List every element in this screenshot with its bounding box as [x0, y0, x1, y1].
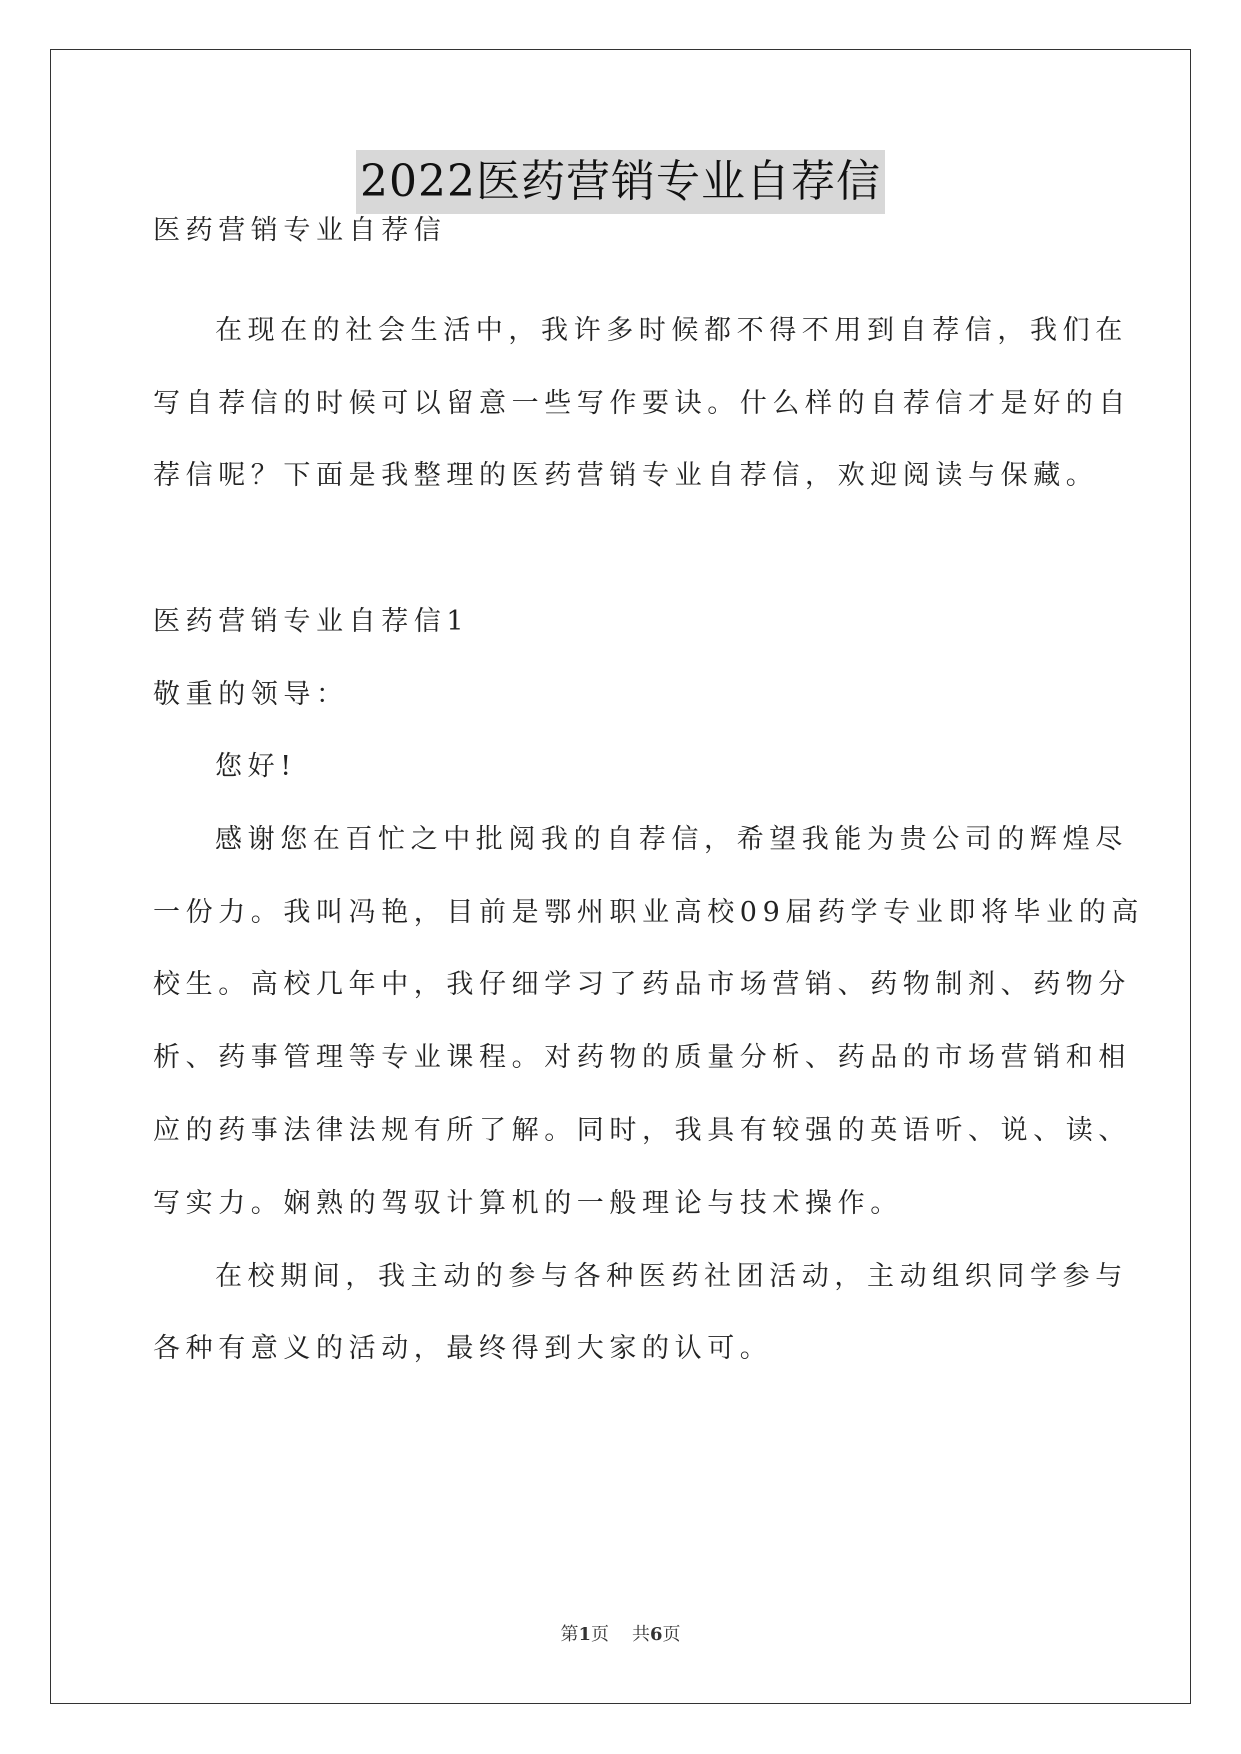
- page-border: [50, 49, 1191, 1704]
- page-label-suffix: 页: [591, 1624, 610, 1645]
- intro-line-2: 写自荐信的时候可以留意一些写作要诀。什么样的自荐信才是好的自: [153, 388, 1131, 419]
- intro-line-3: 荐信呢？下面是我整理的医药营销专业自荐信，欢迎阅读与保藏。: [153, 460, 1099, 491]
- document-title: [0, 150, 1241, 216]
- paragraph1-line-2: 一份力。我叫冯艳，目前是鄂州职业高校09届药学专业即将毕业的高: [153, 897, 1144, 928]
- subtitle: 医药营销专业自荐信: [153, 215, 447, 246]
- total-label-suffix: 页: [662, 1624, 681, 1645]
- intro-line-1: 在现在的社会生活中，我许多时候都不得不用到自荐信，我们在: [215, 315, 1128, 346]
- paragraph1-line-1: 感谢您在百忙之中批阅我的自荐信，希望我能为贵公司的辉煌尽: [215, 824, 1128, 855]
- paragraph1-line-5: 应的药事法律法规有所了解。同时，我具有较强的英语听、说、读、: [153, 1115, 1131, 1146]
- greeting: 您好!: [215, 751, 297, 782]
- salutation: 敬重的领导：: [153, 679, 349, 710]
- paragraph1-line-4: 析、药事管理等专业课程。对药物的质量分析、药品的市场营销和相: [153, 1042, 1131, 1073]
- total-label-prefix: 共: [631, 1624, 650, 1645]
- paragraph2-line-2: 各种有意义的活动，最终得到大家的认可。: [153, 1333, 773, 1364]
- total-pages: 6: [649, 1624, 663, 1645]
- page-number: 1: [578, 1624, 592, 1645]
- page-label-prefix: 第: [560, 1624, 579, 1645]
- paragraph1-line-3: 校生。高校几年中，我仔细学习了药品市场营销、药物制剂、药物分: [153, 969, 1131, 1000]
- paragraph2-line-1: 在校期间，我主动的参与各种医药社团活动，主动组织同学参与: [215, 1261, 1128, 1292]
- page-footer: [0, 1620, 1241, 1646]
- section-heading: 医药营销专业自荐信1: [153, 606, 470, 637]
- paragraph1-line-6: 写实力。娴熟的驾驭计算机的一般理论与技术操作。: [153, 1188, 903, 1219]
- document-title-text: 2022医药营销专业自荐信: [356, 150, 885, 214]
